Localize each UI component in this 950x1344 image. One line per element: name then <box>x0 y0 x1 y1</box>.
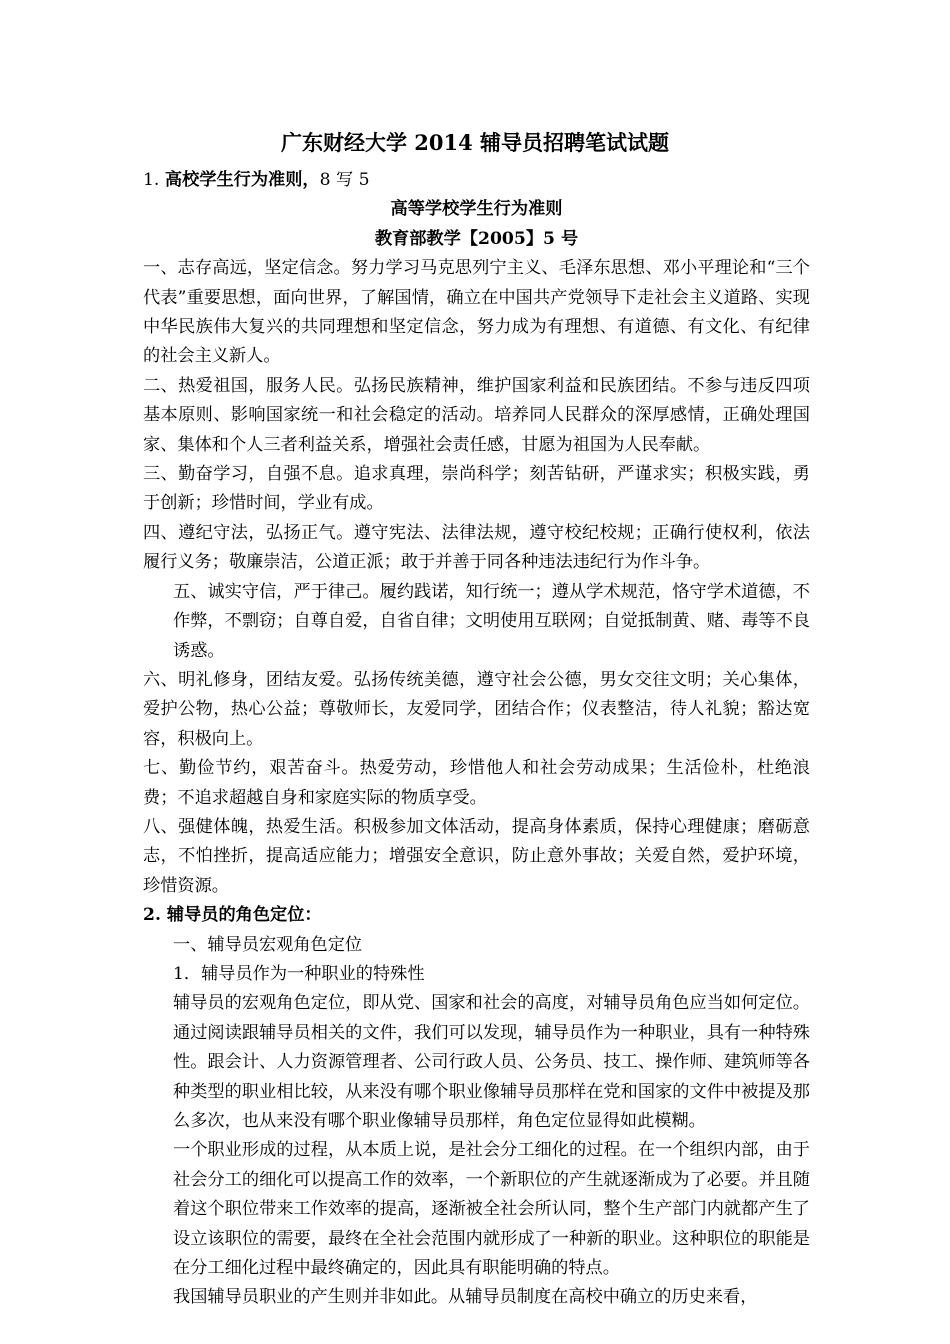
page-title: 广东财经大学 2014 辅导员招聘笔试试题 <box>280 130 670 155</box>
body-paragraph: 我国辅导员职业的产生则并非如此。从辅导员制度在高校中确立的历史来看， <box>173 1287 758 1308</box>
question-label: 高校学生行为准则， <box>164 170 320 190</box>
subsection-heading: 1．辅导员作为一种职业的特殊性 <box>173 963 425 984</box>
rule-item: 五、诚实守信，严于律己。履约践诺，知行统一；遵从学术规范，恪守学术道德，不作弊，不剽窃；自尊自爱，自省自律；文明使用互联网；自觉抵制黄、赌、毒等不良诱惑。 <box>173 581 810 661</box>
rule-item: 一、志存高远，坚定信念。努力学习马克思列宁主义、毛泽东思想、邓小平理论和“三个代表”重要思想，面向世界，了解国情，确立在中国共产党领导下走社会主义道路、实现中华民族伟大复兴的共同理想和坚定信念，努力成为有理想、有道德、有文化、有纪律的社会主义新人。 <box>143 258 810 367</box>
doc-title: 高等学校学生行为准则 <box>390 199 563 220</box>
rule-item: 七、勤俭节约，艰苦奋斗。热爱劳动，珍惜他人和社会劳动成果；生活俭朴，杜绝浪费；不追求超越自身和家庭实际的物质享受。 <box>143 758 810 808</box>
question-1-heading <box>143 166 810 195</box>
body-paragraph: 辅导员的宏观角色定位，即从党、国家和社会的高度，对辅导员角色应当如何定位。通过阅读跟辅导员相关的文件，我们可以发现，辅导员作为一种职业，具有一种特殊性。跟会计、人力资源管理者、公司行政人员、公务员、技工、操作师、建筑师等各种类型的职业相比较，从来没有哪个职业像辅导员那样在党和国家的文件中被提及那么多次，也从来没有哪个职业像辅导员那样，角色定位显得如此模糊。 <box>173 993 810 1131</box>
section-heading: 一、辅导员宏观角色定位 <box>173 934 363 955</box>
doc-source: 教育部教学【2005】5 号 <box>374 228 579 249</box>
question-number: 1. <box>143 170 160 190</box>
rule-item: 二、热爱祖国，服务人民。弘扬民族精神，维护国家利益和民族团结。不参与违反四项基本原则、影响国家统一和社会稳定的活动。培养同人民群众的深厚感情，正确处理国家、集体和个人三者利益关系，增强社会责任感，甘愿为祖国为人民奉献。 <box>143 375 810 455</box>
question-2-heading: 2. 辅导员的角色定位： <box>143 905 322 926</box>
rule-item: 三、勤奋学习，自强不息。追求真理，崇尚科学；刻苦钻研，严谨求实；积极实践，勇于创新；珍惜时间，学业有成。 <box>143 464 810 514</box>
document-body <box>143 166 810 1313</box>
body-paragraph: 一个职业形成的过程，从本质上说，是社会分工细化的过程。在一个组织内部，由于社会分工的细化可以提高工作的效率，一个新职位的产生就逐渐成为了必要。并且随着这个职位带来工作效率的提高，逐渐被全社会所认同，整个生产部门内就都产生了设立该职位的需要，最终在全社会范围内就形成了一种新的职业。这种职位的职能是在分工细化过程中最终确定的，因此具有职能明确的特点。 <box>173 1140 810 1279</box>
rule-item: 六、明礼修身，团结友爱。弘扬传统美德，遵守社会公德，男女交往文明；关心集体，爱护公物，热心公益；尊敬师长，友爱同学，团结合作；仪表整洁，待人礼貌；豁达宽容，积极向上。 <box>143 669 810 749</box>
rule-item: 四、遵纪守法，弘扬正气。遵守宪法、法律法规，遵守校纪校规；正确行使权利，依法履行义务；敬廉崇洁，公道正派；敢于并善于同各种违法违纪行为作斗争。 <box>143 522 810 573</box>
rule-item: 八、强健体魄，热爱生活。积极参加文体活动，提高身体素质，保持心理健康；磨砺意志，不怕挫折，提高适应能力；增强安全意识，防止意外事故；关爱自然，爱护环境，珍惜资源。 <box>143 816 810 896</box>
question-note: 8 写 5 <box>319 170 370 190</box>
